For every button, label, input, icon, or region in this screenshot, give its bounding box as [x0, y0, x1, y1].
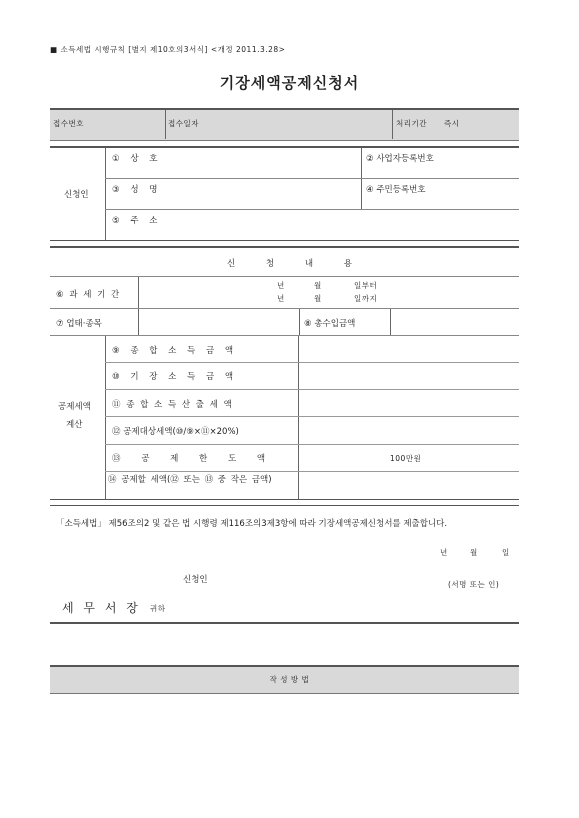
period-from-year: 년 [277, 281, 285, 290]
address-label: ⑤ 주 소 [112, 216, 158, 226]
total-income-label: ⑧ 총수입금액 [304, 319, 356, 329]
declaration-statement: 「소득세법」 제56조의2 및 같은 법 시행령 제116조의3제3항에 따라 기장세액공제신청서를 제출합니다. [56, 519, 448, 529]
deduction-limit-value: 100만원 [390, 454, 422, 463]
date-year: 년 [440, 548, 448, 557]
deduction-row-10: ⑩ 기 장 소 득 금 액 [112, 372, 234, 382]
date-day: 일 [502, 548, 510, 557]
period-to-year: 년 [277, 294, 285, 303]
date-month: 월 [470, 548, 478, 557]
period-from-month: 월 [314, 281, 322, 290]
period-to-suffix: 일까지 [354, 294, 378, 303]
receipt-number-label: 접수번호 [53, 119, 84, 128]
period-from-suffix: 일부터 [354, 281, 378, 290]
deduction-section-label-1: 공제세액 [58, 402, 91, 412]
period-to-month: 월 [314, 294, 322, 303]
deduction-row-14: ⑭ 공제할 세액(⑫ 또는 ⑬ 중 작은 금액) [108, 475, 272, 485]
application-header: 신 청 내 용 [227, 259, 352, 269]
trade-name-label: ① 상 호 [112, 154, 158, 164]
tax-period-label: ⑥ 과 세 기 간 [56, 290, 120, 300]
instructions-header: 작 성 방 법 [269, 675, 310, 684]
deduction-row-12: ⑫ 공제대상세액(⑩/⑨×⑪×20%) [112, 427, 239, 437]
processing-period-value: 즉시 [444, 119, 460, 128]
resident-reg-no-label: ④ 주민등록번호 [366, 185, 426, 195]
recipient-label: 세 무 서 장 [62, 601, 138, 615]
deduction-row-13: ⑬ 공 제 한 도 액 [112, 454, 266, 464]
deduction-section-label-2: 계산 [66, 420, 83, 430]
receipt-date-label: 접수일자 [168, 119, 199, 128]
regulation-text: ■ 소득세법 시행규칙 [별지 제10호의3서식] <개정 2011.3.28> [50, 45, 286, 54]
business-reg-no-label: ② 사업자등록번호 [366, 154, 434, 164]
recipient-suffix: 귀하 [150, 604, 166, 613]
name-label: ③ 성 명 [112, 185, 158, 195]
applicant-section-label: 신청인 [64, 190, 89, 200]
deduction-row-11: ⑪ 종 합 소 득 산 출 세 액 [112, 400, 232, 410]
deduction-row-9: ⑨ 종 합 소 득 금 액 [112, 346, 234, 356]
signature-label: (서명 또는 인) [448, 580, 500, 589]
applicant-sign-label: 신청인 [183, 575, 208, 585]
business-type-label: ⑦ 업태·종목 [56, 319, 102, 329]
form-title: 기장세액공제신청서 [219, 74, 360, 92]
processing-period-label: 처리기간 [396, 119, 427, 128]
